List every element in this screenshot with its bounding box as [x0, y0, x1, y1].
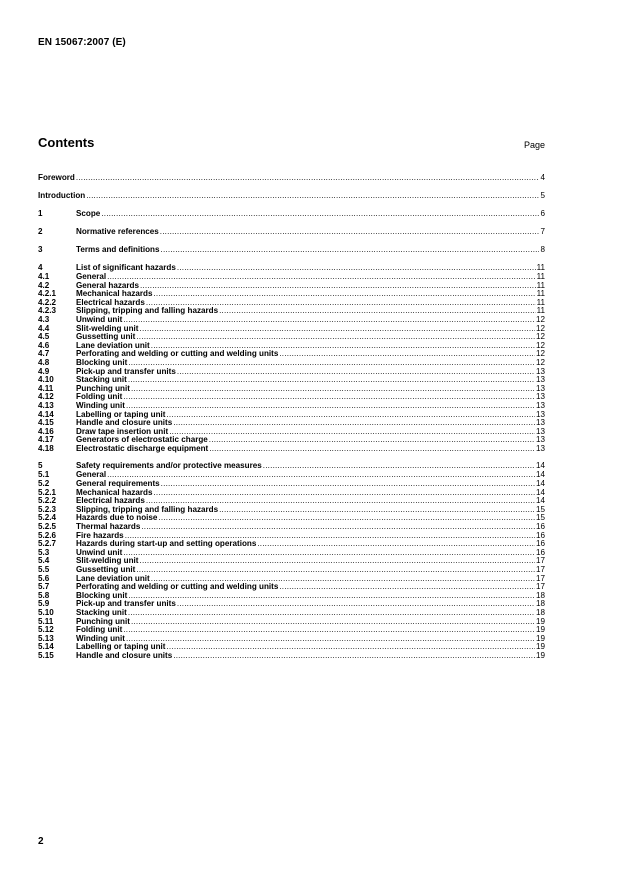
toc-entry-title: Scope [76, 209, 101, 218]
toc-entry-page: 15 [535, 514, 545, 523]
toc-leader-dots [141, 523, 535, 532]
toc-entry[interactable] [38, 299, 545, 308]
toc-entry-page: 19 [535, 617, 545, 626]
toc-entry[interactable] [38, 652, 545, 661]
toc-entry-page: 11 [536, 273, 545, 281]
toc-entry-page: 12 [535, 333, 545, 342]
toc-entry-number: 4.10 [38, 376, 54, 385]
toc-entry-number: 4.9 [38, 367, 50, 376]
toc-entry-page: 16 [535, 523, 545, 532]
toc-entry[interactable] [38, 506, 545, 515]
toc-entry-title: General [76, 471, 107, 480]
toc-entry-page: 7 [540, 227, 545, 236]
document-id: EN 15067:2007 (E) [38, 37, 126, 48]
toc-entry-page: 11 [536, 281, 545, 290]
toc-entry[interactable] [38, 592, 545, 601]
toc-entry-page: 13 [535, 427, 545, 436]
toc-entry-number: 5.2.6 [38, 531, 57, 540]
toc-leader-dots [177, 600, 535, 609]
toc-entry-title: Unwind unit [76, 548, 123, 557]
toc-entry-title: Stacking unit [76, 608, 127, 617]
toc-entry[interactable] [38, 497, 545, 506]
toc-leader-dots [173, 419, 535, 428]
toc-entry-page: 19 [535, 643, 545, 652]
toc-leader-dots [279, 583, 535, 592]
toc-entry[interactable] [38, 262, 545, 273]
toc-entry[interactable] [38, 523, 545, 532]
toc-entry[interactable] [38, 514, 545, 523]
toc-entry[interactable] [38, 307, 545, 316]
toc-entry[interactable] [38, 385, 545, 394]
toc-entry-number: 4.8 [38, 358, 50, 367]
toc-entry[interactable] [38, 368, 545, 377]
toc-entry-page: 14 [535, 480, 545, 489]
toc-entry-page: 14 [535, 471, 545, 480]
table-of-contents [38, 172, 545, 661]
toc-leader-dots [128, 592, 535, 601]
toc-entry-title: Safety requirements and/or protective measures [76, 461, 262, 471]
toc-entry-page: 17 [535, 574, 545, 583]
toc-leader-dots [153, 489, 535, 498]
toc-entry-page: 13 [535, 401, 545, 410]
toc-entry-number: 5 [38, 461, 43, 471]
toc-entry-page: 14 [535, 497, 545, 506]
toc-entry[interactable] [38, 575, 545, 584]
toc-entry[interactable] [38, 460, 545, 471]
toc-entry-number: 5.11 [38, 617, 54, 626]
toc-entry-title: Pick-up and transfer units [76, 600, 176, 609]
toc-entry-number: 5.2.1 [38, 488, 57, 497]
toc-entry-title: Lane deviation unit [76, 574, 150, 583]
toc-entry-number: 5.14 [38, 643, 54, 652]
toc-leader-dots [123, 626, 535, 635]
toc-leader-dots [140, 282, 536, 291]
toc-entry-page: 13 [535, 376, 545, 385]
toc-entry-title: Gussetting unit [76, 333, 136, 342]
toc-leader-dots [160, 226, 540, 237]
toc-entry[interactable] [38, 333, 545, 342]
toc-leader-dots [86, 190, 539, 201]
toc-leader-dots [177, 262, 536, 273]
toc-entry-title: Electrical hazards [76, 497, 145, 506]
toc-entry[interactable] [38, 583, 545, 592]
toc-entry-number: 4.7 [38, 350, 50, 359]
toc-entry-number: 4.4 [38, 324, 50, 333]
toc-entry[interactable] [38, 342, 545, 351]
toc-entry-number: 5.6 [38, 574, 50, 583]
toc-leader-dots [177, 368, 535, 377]
toc-entry[interactable] [38, 244, 545, 255]
toc-leader-dots [209, 445, 535, 454]
toc-entry-number: 4.15 [38, 419, 54, 428]
toc-entry-number: 5.10 [38, 608, 54, 617]
toc-entry-page: 12 [535, 315, 545, 324]
toc-entry-number: 5.2.7 [38, 540, 57, 549]
toc-leader-dots [131, 385, 535, 394]
toc-entry[interactable] [38, 436, 545, 445]
toc-entry-number: 4.2.2 [38, 298, 57, 307]
toc-entry-title: Slipping, tripping and falling hazards [76, 505, 219, 514]
toc-entry-page: 16 [535, 540, 545, 549]
toc-leader-dots [151, 342, 535, 351]
toc-entry[interactable] [38, 393, 545, 402]
toc-entry-number: 5.1 [38, 471, 50, 480]
toc-entry-number: 4 [38, 263, 43, 272]
toc-entry-title: Terms and definitions [76, 245, 160, 254]
toc-entry-number: 4.2 [38, 281, 50, 290]
toc-entry-page: 17 [535, 583, 545, 592]
toc-entry-page: 13 [535, 419, 545, 428]
toc-entry-page: 13 [535, 367, 545, 376]
toc-entry[interactable] [38, 540, 545, 549]
toc-entry-title: Perforating and welding or cutting and welding units [76, 583, 279, 592]
toc-entry[interactable] [38, 428, 545, 437]
toc-entry[interactable] [38, 532, 545, 541]
toc-entry-number: 5.3 [38, 548, 50, 557]
toc-entry-page: 11 [536, 298, 545, 307]
toc-entry-number: 5.2.2 [38, 497, 57, 506]
toc-leader-dots [169, 428, 535, 437]
toc-entry-title: Winding unit [76, 401, 125, 410]
toc-entry[interactable] [38, 290, 545, 299]
toc-entry-page: 6 [540, 209, 545, 218]
toc-entry-number: 4.1 [38, 273, 50, 281]
toc-entry-number: 5.2.3 [38, 505, 57, 514]
toc-leader-dots [123, 549, 535, 558]
toc-entry-title: Handle and closure units [76, 419, 173, 428]
toc-leader-dots [107, 471, 535, 480]
toc-gap [38, 201, 545, 208]
toc-entry-number: 4.13 [38, 401, 54, 410]
toc-entry-page: 12 [535, 350, 545, 359]
toc-entry-number: 5.8 [38, 591, 50, 600]
toc-leader-dots [136, 566, 535, 575]
toc-entry-title: General [76, 273, 107, 281]
toc-entry-number: 5.5 [38, 566, 50, 574]
toc-entry[interactable] [38, 626, 545, 635]
toc-entry-title: Perforating and welding or cutting and welding units [76, 350, 279, 359]
toc-leader-dots [173, 652, 535, 661]
toc-leader-dots [128, 609, 535, 618]
toc-leader-dots [126, 635, 535, 644]
toc-entry-number: 3 [38, 245, 43, 254]
toc-entry-title: Labelling or taping unit [76, 410, 166, 419]
toc-entry-title: Punching unit [76, 617, 130, 626]
toc-entry[interactable] [38, 282, 545, 291]
toc-entry-number: 4.5 [38, 333, 50, 342]
toc-entry-page: 19 [535, 651, 545, 660]
toc-entry-number: 4.18 [38, 444, 54, 453]
toc-entry-title: Mechanical hazards [76, 488, 153, 497]
toc-entry-number: 4.2.3 [38, 307, 57, 316]
toc-entry-title: Fire hazards [76, 531, 124, 540]
toc-entry-page: 13 [535, 384, 545, 393]
toc-entry-number: 2 [38, 227, 43, 236]
toc-entry-title: Blocking unit [76, 358, 128, 367]
toc-leader-dots [146, 299, 536, 308]
toc-entry-title: Electrical hazards [76, 298, 145, 307]
toc-leader-dots [107, 273, 535, 282]
toc-entry-title: Lane deviation unit [76, 341, 150, 350]
toc-entry-page: 16 [535, 531, 545, 540]
toc-entry[interactable] [38, 480, 545, 489]
toc-entry-title: Slit-welding unit [76, 324, 139, 333]
toc-entry-page: 17 [535, 557, 545, 566]
toc-entry-number: 4.17 [38, 436, 54, 445]
toc-leader-dots [158, 514, 535, 523]
toc-entry-page: 5 [540, 191, 545, 200]
toc-leader-dots [161, 480, 535, 489]
toc-entry-number: 5.13 [38, 634, 54, 643]
toc-entry-number: 4.11 [38, 384, 54, 393]
toc-entry-title: Slipping, tripping and falling hazards [76, 307, 219, 316]
toc-entry[interactable] [38, 411, 545, 420]
toc-entry-title: Mechanical hazards [76, 290, 153, 299]
toc-entry-title: Generators of electrostatic charge [76, 436, 208, 445]
toc-entry-title: Unwind unit [76, 315, 123, 324]
toc-leader-dots [123, 316, 535, 325]
toc-entry[interactable] [38, 402, 545, 411]
toc-entry-number: 5.2 [38, 480, 50, 489]
toc-entry-number: 4.12 [38, 393, 54, 402]
toc-entry-page: 16 [535, 548, 545, 557]
toc-entry-page: 12 [535, 358, 545, 367]
toc-entry-page: 12 [535, 324, 545, 333]
toc-entry-page: 19 [535, 626, 545, 635]
toc-entry-number: 5.12 [38, 626, 54, 635]
toc-entry-number: 4.16 [38, 427, 54, 436]
toc-entry-page: 11 [536, 307, 545, 316]
toc-entry-page: 13 [535, 393, 545, 402]
contents-title: Contents [38, 135, 95, 150]
toc-entry-title: List of significant hazards [76, 263, 176, 272]
toc-entry-title: Hazards during start-up and setting operations [76, 540, 257, 549]
toc-entry-page: 13 [535, 444, 545, 453]
toc-entry[interactable] [38, 208, 545, 219]
toc-entry[interactable] [38, 350, 545, 359]
toc-entry-number: 5.2.5 [38, 523, 57, 532]
toc-gap [38, 255, 545, 262]
toc-leader-dots [128, 376, 535, 385]
toc-leader-dots [128, 359, 535, 368]
toc-entry-title: General requirements [76, 480, 160, 489]
toc-entry-page: 14 [535, 461, 545, 471]
toc-entry-number: 4.14 [38, 410, 54, 419]
toc-leader-dots [153, 290, 535, 299]
toc-entry-title: Thermal hazards [76, 523, 141, 532]
page-column-label: Page [523, 140, 545, 150]
toc-entry[interactable] [38, 566, 545, 575]
toc-gap [38, 183, 545, 190]
toc-entry-number: 4.3 [38, 315, 50, 324]
toc-entry-page: 18 [535, 591, 545, 600]
toc-entry-title: Draw tape insertion unit [76, 427, 169, 436]
toc-entry[interactable] [38, 172, 545, 183]
toc-entry[interactable] [38, 600, 545, 609]
toc-leader-dots [151, 575, 535, 584]
toc-entry-title: Folding unit [76, 393, 123, 402]
toc-entry[interactable] [38, 316, 545, 325]
toc-entry[interactable] [38, 359, 545, 368]
toc-entry-page: 4 [540, 173, 545, 182]
toc-leader-dots [166, 643, 535, 652]
page-number: 2 [38, 836, 44, 847]
toc-entry-title: Winding unit [76, 634, 125, 643]
toc-entry-number: 4.2.1 [38, 290, 57, 299]
toc-entry-number: 5.4 [38, 557, 50, 566]
toc-entry-page: 14 [535, 488, 545, 497]
toc-entry-number: 4.6 [38, 341, 50, 350]
toc-entry-page: 15 [535, 505, 545, 514]
toc-leader-dots [131, 618, 535, 627]
toc-leader-dots [125, 532, 535, 541]
toc-entry-title: Labelling or taping unit [76, 643, 166, 652]
toc-entry-title: Hazards due to noise [76, 514, 158, 523]
toc-entry[interactable] [38, 635, 545, 644]
toc-leader-dots [101, 208, 539, 219]
toc-entry-title: Electrostatic discharge equipment [76, 444, 209, 453]
toc-entry-page: 11 [536, 263, 545, 272]
toc-entry[interactable] [38, 376, 545, 385]
toc-entry-number: 5.15 [38, 651, 54, 660]
toc-leader-dots [257, 540, 535, 549]
toc-entry[interactable] [38, 471, 545, 480]
toc-entry-page: 18 [535, 608, 545, 617]
toc-entry[interactable] [38, 445, 545, 454]
toc-entry[interactable] [38, 226, 545, 237]
toc-leader-dots [140, 557, 535, 566]
toc-gap [38, 453, 545, 460]
toc-entry[interactable] [38, 618, 545, 627]
toc-entry-number: 5.2.4 [38, 514, 57, 523]
toc-entry-page: 13 [535, 436, 545, 445]
toc-leader-dots [279, 350, 535, 359]
toc-entry-title: Foreword [38, 173, 75, 182]
toc-entry-title: Stacking unit [76, 376, 127, 385]
toc-entry-page: 12 [535, 341, 545, 350]
toc-entry[interactable] [38, 489, 545, 498]
toc-entry-page: 19 [535, 634, 545, 643]
toc-leader-dots [166, 411, 535, 420]
toc-entry-page: 17 [535, 566, 545, 574]
toc-entry-title: Introduction [38, 191, 86, 200]
toc-entry-title: Folding unit [76, 626, 123, 635]
toc-entry-number: 5.9 [38, 600, 50, 609]
toc-entry-page: 11 [536, 290, 545, 299]
toc-entry[interactable] [38, 190, 545, 201]
toc-entry-number: 5.7 [38, 583, 50, 592]
toc-entry[interactable] [38, 609, 545, 618]
toc-leader-dots [140, 325, 535, 334]
toc-entry-page: 18 [535, 600, 545, 609]
toc-entry[interactable] [38, 549, 545, 558]
toc-entry[interactable] [38, 273, 545, 282]
toc-entry-title: Pick-up and transfer units [76, 367, 176, 376]
toc-entry-title: Normative references [76, 227, 159, 236]
toc-entry-title: Handle and closure units [76, 651, 173, 660]
toc-entry-page: 8 [540, 245, 545, 254]
toc-entry-number: 1 [38, 209, 43, 218]
toc-leader-dots [263, 460, 535, 471]
toc-entry-title: Gussetting unit [76, 566, 136, 574]
toc-leader-dots [123, 393, 535, 402]
toc-leader-dots [146, 497, 535, 506]
toc-entry[interactable] [38, 557, 545, 566]
toc-leader-dots [126, 402, 535, 411]
toc-leader-dots [136, 333, 535, 342]
toc-leader-dots [76, 172, 540, 183]
toc-entry-title: Blocking unit [76, 591, 128, 600]
toc-entry-page: 13 [535, 410, 545, 419]
toc-entry[interactable] [38, 643, 545, 652]
toc-entry-title: General hazards [76, 281, 139, 290]
toc-gap [38, 237, 545, 244]
toc-gap [38, 219, 545, 226]
toc-entry[interactable] [38, 419, 545, 428]
toc-entry[interactable] [38, 325, 545, 334]
toc-entry-title: Punching unit [76, 384, 130, 393]
toc-leader-dots [219, 307, 536, 316]
toc-leader-dots [161, 244, 540, 255]
toc-leader-dots [209, 436, 535, 445]
toc-leader-dots [219, 506, 535, 515]
toc-entry-title: Slit-welding unit [76, 557, 139, 566]
